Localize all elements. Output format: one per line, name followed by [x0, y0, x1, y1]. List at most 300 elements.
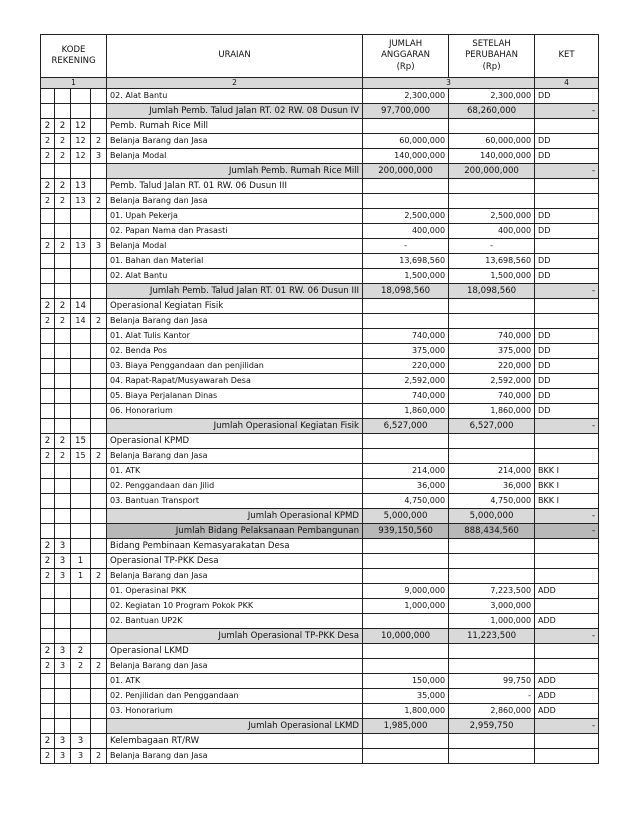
kode-1: 2 [41, 194, 55, 209]
column-number-2: 2 [107, 78, 363, 89]
section-row [41, 539, 599, 554]
kode-3 [71, 629, 91, 644]
kode-3 [71, 269, 91, 284]
anggaran-cell [363, 659, 449, 674]
anggaran-cell [363, 434, 449, 449]
ket-cell: BKK I [535, 494, 599, 509]
anggaran-cell: 9,000,000 [363, 584, 449, 599]
kode-1 [41, 719, 55, 734]
kode-4 [91, 554, 107, 569]
kode-2: 2 [55, 314, 71, 329]
perubahan-cell: 400,000 [449, 224, 535, 239]
kode-1: 2 [41, 179, 55, 194]
uraian-cell: 01. Alat Tulis Kantor [107, 329, 363, 344]
perubahan-cell: - [449, 689, 535, 704]
table-row [41, 89, 599, 104]
kode-1: 2 [41, 299, 55, 314]
kode-1: 2 [41, 119, 55, 134]
kode-3: 15 [71, 449, 91, 464]
budget-table-sheet [40, 34, 598, 764]
uraian-cell: Jumlah Operasional KPMD [107, 509, 363, 524]
uraian-cell: Jumlah Operasional LKMD [107, 719, 363, 734]
table-row [41, 224, 599, 239]
budget-table [40, 34, 599, 764]
ket-cell: BKK I [535, 479, 599, 494]
kode-4: 2 [91, 134, 107, 149]
kode-3 [71, 374, 91, 389]
kode-1 [41, 704, 55, 719]
kode-1 [41, 674, 55, 689]
uraian-cell: Jumlah Pemb. Talud Jalan RT. 01 RW. 06 Dusun III [107, 284, 363, 299]
ket-cell: DD [535, 209, 599, 224]
header-kode-line2: REKENING [51, 56, 96, 66]
section-row [41, 179, 599, 194]
table-row [41, 194, 599, 209]
kode-3 [71, 404, 91, 419]
kode-3: 15 [71, 434, 91, 449]
kode-3 [71, 209, 91, 224]
kode-2 [55, 359, 71, 374]
kode-1 [41, 689, 55, 704]
kode-3 [71, 704, 91, 719]
kode-2 [55, 419, 71, 434]
kode-3: 1 [71, 569, 91, 584]
table-row [41, 569, 599, 584]
uraian-cell: Jumlah Bidang Pelaksanaan Pembangunan [107, 524, 363, 539]
kode-1 [41, 104, 55, 119]
uraian-cell: 01. Upah Pekerja [107, 209, 363, 224]
ket-cell: - [535, 524, 599, 539]
ket-cell [535, 644, 599, 659]
uraian-cell: 02. Alat Bantu [107, 89, 363, 104]
kode-3: 12 [71, 134, 91, 149]
kode-2 [55, 164, 71, 179]
header-perubahan-line2: PERUBAHAN [465, 50, 518, 61]
table-row [41, 149, 599, 164]
section-row [41, 119, 599, 134]
uraian-cell: Operasional Kegiatan Fisik [107, 299, 363, 314]
kode-2 [55, 329, 71, 344]
kode-3 [71, 284, 91, 299]
anggaran-cell [363, 644, 449, 659]
anggaran-cell: 2,592,000 [363, 374, 449, 389]
kode-2 [55, 494, 71, 509]
kode-3 [71, 689, 91, 704]
ket-cell: - [535, 284, 599, 299]
table-row [41, 329, 599, 344]
kode-4 [91, 299, 107, 314]
anggaran-cell: 214,000 [363, 464, 449, 479]
kode-2: 3 [55, 539, 71, 554]
perubahan-cell [449, 314, 535, 329]
perubahan-cell: 200,000,000 [449, 164, 535, 179]
table-row [41, 584, 599, 599]
kode-1: 2 [41, 554, 55, 569]
subtotal-row [41, 719, 599, 734]
kode-1 [41, 479, 55, 494]
anggaran-cell: 60,000,000 [363, 134, 449, 149]
ket-cell [535, 299, 599, 314]
kode-4 [91, 179, 107, 194]
kode-1 [41, 89, 55, 104]
anggaran-cell: 1,500,000 [363, 269, 449, 284]
perubahan-cell: 6,527,000 [449, 419, 535, 434]
table-row [41, 599, 599, 614]
perubahan-cell: 11,223,500 [449, 629, 535, 644]
kode-2 [55, 509, 71, 524]
kode-3 [71, 389, 91, 404]
kode-4 [91, 419, 107, 434]
table-row [41, 464, 599, 479]
uraian-cell: Belanja Barang dan Jasa [107, 659, 363, 674]
column-number-3: 3 [363, 78, 535, 89]
kode-4 [91, 689, 107, 704]
ket-cell [535, 569, 599, 584]
kode-2 [55, 674, 71, 689]
perubahan-cell: 2,860,000 [449, 704, 535, 719]
anggaran-cell [363, 179, 449, 194]
kode-2: 2 [55, 179, 71, 194]
kode-1 [41, 599, 55, 614]
table-body [41, 89, 599, 764]
kode-2 [55, 344, 71, 359]
perubahan-cell: - [449, 239, 535, 254]
kode-2 [55, 629, 71, 644]
anggaran-cell: 1,000,000 [363, 599, 449, 614]
ket-cell: DD [535, 374, 599, 389]
table-row [41, 749, 599, 764]
perubahan-cell: 1,860,000 [449, 404, 535, 419]
uraian-cell: Jumlah Pemb. Rumah Rice Mill [107, 164, 363, 179]
column-number-4: 4 [535, 78, 599, 89]
kode-1 [41, 419, 55, 434]
anggaran-cell: 2,300,000 [363, 89, 449, 104]
uraian-cell: Pemb. Talud Jalan RT. 01 RW. 06 Dusun III [107, 179, 363, 194]
kode-4 [91, 344, 107, 359]
kode-1 [41, 209, 55, 224]
kode-1 [41, 254, 55, 269]
table-row [41, 134, 599, 149]
kode-1: 2 [41, 239, 55, 254]
uraian-cell: Belanja Modal [107, 239, 363, 254]
perubahan-cell: 3,000,000 [449, 599, 535, 614]
kode-4 [91, 614, 107, 629]
perubahan-cell: 740,000 [449, 329, 535, 344]
section-row [41, 299, 599, 314]
kode-2 [55, 224, 71, 239]
kode-1 [41, 389, 55, 404]
kode-2 [55, 524, 71, 539]
column-number-row [41, 78, 599, 89]
kode-1 [41, 509, 55, 524]
kode-4 [91, 509, 107, 524]
kode-1 [41, 329, 55, 344]
ket-cell [535, 554, 599, 569]
uraian-cell: Operasional LKMD [107, 644, 363, 659]
ket-cell: - [535, 509, 599, 524]
table-row [41, 389, 599, 404]
kode-4 [91, 464, 107, 479]
ket-cell [535, 749, 599, 764]
kode-1 [41, 269, 55, 284]
kode-2: 3 [55, 659, 71, 674]
kode-3: 12 [71, 119, 91, 134]
uraian-cell: 01. ATK [107, 674, 363, 689]
uraian-cell: 04. Rapat-Rapat/Musyawarah Desa [107, 374, 363, 389]
kode-4 [91, 494, 107, 509]
anggaran-cell [363, 539, 449, 554]
anggaran-cell [363, 119, 449, 134]
kode-4 [91, 104, 107, 119]
anggaran-cell: 18,098,560 [363, 284, 449, 299]
table-row [41, 659, 599, 674]
ket-cell: DD [535, 89, 599, 104]
table-row [41, 689, 599, 704]
ket-cell: ADD [535, 689, 599, 704]
uraian-cell: 03. Bantuan Transport [107, 494, 363, 509]
anggaran-cell: 939,150,560 [363, 524, 449, 539]
kode-3 [71, 419, 91, 434]
kode-4 [91, 539, 107, 554]
kode-1 [41, 224, 55, 239]
kode-2: 3 [55, 554, 71, 569]
kode-3 [71, 674, 91, 689]
perubahan-cell: 99,750 [449, 674, 535, 689]
table-row [41, 674, 599, 689]
kode-1: 2 [41, 659, 55, 674]
anggaran-cell: 97,700,000 [363, 104, 449, 119]
perubahan-cell [449, 539, 535, 554]
subtotal-row [41, 629, 599, 644]
kode-4: 2 [91, 194, 107, 209]
kode-1 [41, 494, 55, 509]
header-jumlah-anggaran [363, 35, 449, 78]
kode-1 [41, 524, 55, 539]
kode-1: 2 [41, 434, 55, 449]
kode-3: 2 [71, 659, 91, 674]
kode-3 [71, 614, 91, 629]
kode-2: 3 [55, 644, 71, 659]
kode-1 [41, 614, 55, 629]
perubahan-cell: 60,000,000 [449, 134, 535, 149]
table-row [41, 239, 599, 254]
kode-3 [71, 719, 91, 734]
anggaran-cell: 6,527,000 [363, 419, 449, 434]
perubahan-cell [449, 659, 535, 674]
ket-cell: DD [535, 254, 599, 269]
perubahan-cell [449, 299, 535, 314]
kode-1 [41, 344, 55, 359]
perubahan-cell: 4,750,000 [449, 494, 535, 509]
ket-cell: DD [535, 329, 599, 344]
kode-4 [91, 719, 107, 734]
anggaran-cell: 740,000 [363, 329, 449, 344]
uraian-cell: 02. Penjilidan dan Penggandaan [107, 689, 363, 704]
subtotal-row [41, 509, 599, 524]
kode-2: 3 [55, 569, 71, 584]
anggaran-cell [363, 449, 449, 464]
uraian-cell: Kelembagaan RT/RW [107, 734, 363, 749]
kode-3 [71, 479, 91, 494]
ket-cell [535, 179, 599, 194]
table-row [41, 479, 599, 494]
kode-3 [71, 509, 91, 524]
uraian-cell: 03. Honorarium [107, 704, 363, 719]
table-row [41, 209, 599, 224]
anggaran-cell [363, 554, 449, 569]
subtotal-row [41, 419, 599, 434]
uraian-cell: 02. Bantuan UP2K [107, 614, 363, 629]
uraian-cell: Bidang Pembinaan Kemasyarakatan Desa [107, 539, 363, 554]
uraian-cell: Pemb. Rumah Rice Mill [107, 119, 363, 134]
anggaran-cell: 5,000,000 [363, 509, 449, 524]
kode-1: 2 [41, 134, 55, 149]
uraian-cell: Belanja Barang dan Jasa [107, 134, 363, 149]
kode-2 [55, 104, 71, 119]
section-row [41, 644, 599, 659]
ket-cell: - [535, 104, 599, 119]
kode-2 [55, 719, 71, 734]
kode-4 [91, 389, 107, 404]
kode-4 [91, 164, 107, 179]
kode-4 [91, 674, 107, 689]
ket-cell: - [535, 629, 599, 644]
ket-cell [535, 449, 599, 464]
anggaran-cell [363, 569, 449, 584]
ket-cell: DD [535, 269, 599, 284]
kode-2 [55, 704, 71, 719]
kode-1: 2 [41, 449, 55, 464]
kode-2: 2 [55, 434, 71, 449]
header-anggaran-line1: JUMLAH [388, 38, 423, 49]
kode-3 [71, 494, 91, 509]
perubahan-cell: 888,434,560 [449, 524, 535, 539]
perubahan-cell [449, 554, 535, 569]
table-row [41, 374, 599, 389]
kode-4: 2 [91, 749, 107, 764]
anggaran-cell: 36,000 [363, 479, 449, 494]
anggaran-cell: 220,000 [363, 359, 449, 374]
anggaran-cell: 375,000 [363, 344, 449, 359]
kode-1: 2 [41, 644, 55, 659]
kode-2: 2 [55, 119, 71, 134]
ket-cell [535, 734, 599, 749]
anggaran-cell: 1,860,000 [363, 404, 449, 419]
ket-cell: ADD [535, 704, 599, 719]
ket-cell: DD [535, 359, 599, 374]
perubahan-cell: 5,000,000 [449, 509, 535, 524]
kode-4 [91, 359, 107, 374]
ket-cell [535, 314, 599, 329]
ket-cell [535, 434, 599, 449]
uraian-cell: 02. Kegiatan 10 Program Pokok PKK [107, 599, 363, 614]
kode-1 [41, 374, 55, 389]
uraian-cell: Belanja Barang dan Jasa [107, 449, 363, 464]
kode-4: 2 [91, 449, 107, 464]
uraian-cell: 06. Honorarium [107, 404, 363, 419]
kode-4 [91, 404, 107, 419]
anggaran-cell: 400,000 [363, 224, 449, 239]
table-row [41, 344, 599, 359]
kode-4 [91, 629, 107, 644]
table-row [41, 314, 599, 329]
kode-2 [55, 404, 71, 419]
kode-4 [91, 224, 107, 239]
kode-1: 2 [41, 149, 55, 164]
header-setelah-perubahan [449, 35, 535, 78]
kode-1 [41, 629, 55, 644]
uraian-cell: Belanja Modal [107, 149, 363, 164]
ket-cell: DD [535, 344, 599, 359]
kode-4 [91, 254, 107, 269]
kode-3 [71, 329, 91, 344]
ket-cell: DD [535, 149, 599, 164]
anggaran-cell [363, 614, 449, 629]
perubahan-cell: 2,592,000 [449, 374, 535, 389]
perubahan-cell [449, 179, 535, 194]
section-row [41, 734, 599, 749]
uraian-cell: Operasional TP-PKK Desa [107, 554, 363, 569]
subtotal-row [41, 284, 599, 299]
perubahan-cell: 36,000 [449, 479, 535, 494]
section-row [41, 554, 599, 569]
uraian-cell: Belanja Barang dan Jasa [107, 314, 363, 329]
perubahan-cell [449, 434, 535, 449]
kode-2: 3 [55, 734, 71, 749]
anggaran-cell: 1,800,000 [363, 704, 449, 719]
kode-3 [71, 539, 91, 554]
kode-3 [71, 164, 91, 179]
kode-3: 14 [71, 314, 91, 329]
ket-cell: DD [535, 224, 599, 239]
uraian-cell: 03. Biaya Penggandaan dan penjilidan [107, 359, 363, 374]
perubahan-cell: 375,000 [449, 344, 535, 359]
perubahan-cell: 214,000 [449, 464, 535, 479]
kode-2 [55, 599, 71, 614]
kode-3 [71, 104, 91, 119]
perubahan-cell [449, 734, 535, 749]
uraian-cell: Belanja Barang dan Jasa [107, 194, 363, 209]
anggaran-cell: 200,000,000 [363, 164, 449, 179]
kode-1 [41, 404, 55, 419]
kode-2 [55, 584, 71, 599]
uraian-cell: 02. Penggandaan dan Jilid [107, 479, 363, 494]
table-row [41, 404, 599, 419]
uraian-cell: 02. Alat Bantu [107, 269, 363, 284]
kode-4: 2 [91, 659, 107, 674]
table-row [41, 449, 599, 464]
kode-1 [41, 284, 55, 299]
kode-3: 1 [71, 554, 91, 569]
anggaran-cell: 740,000 [363, 389, 449, 404]
ket-cell [535, 119, 599, 134]
anggaran-cell [363, 749, 449, 764]
anggaran-cell: 10,000,000 [363, 629, 449, 644]
ket-cell: DD [535, 404, 599, 419]
kode-2: 2 [55, 194, 71, 209]
uraian-cell: Belanja Barang dan Jasa [107, 569, 363, 584]
kode-2: 2 [55, 134, 71, 149]
kode-3: 2 [71, 644, 91, 659]
kode-4 [91, 269, 107, 284]
anggaran-cell [363, 314, 449, 329]
kode-4: 2 [91, 314, 107, 329]
kode-1 [41, 584, 55, 599]
kode-4 [91, 644, 107, 659]
uraian-cell: Operasional KPMD [107, 434, 363, 449]
anggaran-cell: 13,698,560 [363, 254, 449, 269]
header-perubahan-line1: SETELAH [472, 38, 511, 49]
